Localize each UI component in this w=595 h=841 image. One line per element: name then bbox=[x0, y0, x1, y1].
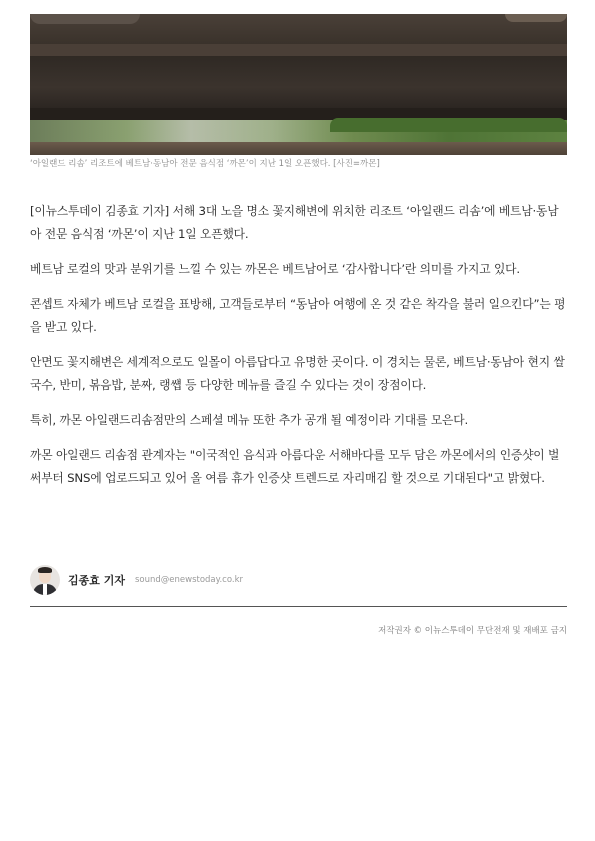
reporter-byline bbox=[30, 564, 567, 596]
article-paragraph: [이뉴스투데이 김종효 기자] 서해 3대 노을 명소 꽃지해변에 위치한 리조트 ‘아일랜드 리솜’에 베트남·동남아 전문 음식점 ‘까몬’이 지난 1일 오픈했다. bbox=[30, 204, 559, 241]
photo-beam-edge bbox=[30, 44, 567, 56]
copyright-notice: 저작권자 © 이뉴스투데이 무단전재 및 재배포 금지 bbox=[378, 626, 567, 636]
footer-divider bbox=[30, 606, 567, 607]
photo-trees bbox=[330, 118, 567, 132]
photo-bowl-left bbox=[30, 14, 140, 24]
article-paragraph: 안면도 꽃지해변은 세계적으로도 일몰이 아름답다고 유명한 곳이다. 이 경치는 물론, 베트남·동남아 현지 쌀국수, 반미, 볶음밥, 분짜, 랭썝 등 다양한 메뉴를 즐길 수 있다는 것이 장점이다. bbox=[30, 355, 565, 392]
reporter-email[interactable]: sound@enewstoday.co.kr bbox=[134, 575, 243, 585]
reporter-avatar bbox=[30, 565, 60, 595]
article bbox=[30, 0, 567, 502]
photo-bowl-right bbox=[505, 14, 567, 22]
reporter-name[interactable]: 김종효 기자 bbox=[68, 574, 125, 587]
article-paragraph: 베트남 로컬의 맛과 분위기를 느낄 수 있는 까몬은 베트남어로 ‘감사합니다’란 의미를 가지고 있다. bbox=[30, 262, 520, 276]
article-paragraph: 까몬 아일랜드 리솜점 관계자는 "이국적인 음식과 아름다운 서해바다를 모두 담은 까몬에서의 인증샷이 벌써부터 SNS에 업로드되고 있어 올 여름 휴가 인증샷 트렌드로 자리매김 할 것으로 기대된다"고 밝혔다. bbox=[30, 448, 560, 485]
photo-wooden-beam bbox=[30, 56, 567, 108]
article-photo bbox=[30, 14, 567, 155]
article-paragraph: 특히, 까몬 아일랜드리솜점만의 스페셜 메뉴 또한 추가 공개 될 예정이라 기대를 모은다. bbox=[30, 413, 469, 427]
photo-railing bbox=[30, 142, 567, 155]
article-paragraph: 콘셉트 자체가 베트남 로컬을 표방해, 고객들로부터 “동남아 여행에 온 것 같은 착각을 불러 일으킨다”는 평을 받고 있다. bbox=[30, 297, 566, 334]
photo-caption: ‘아일랜드 리솜’ 리조트에 베트남·동남아 전문 음식점 ‘까몬’이 지난 1일 오픈했다. [사진=까몬] bbox=[30, 159, 380, 169]
article-body bbox=[30, 200, 567, 490]
